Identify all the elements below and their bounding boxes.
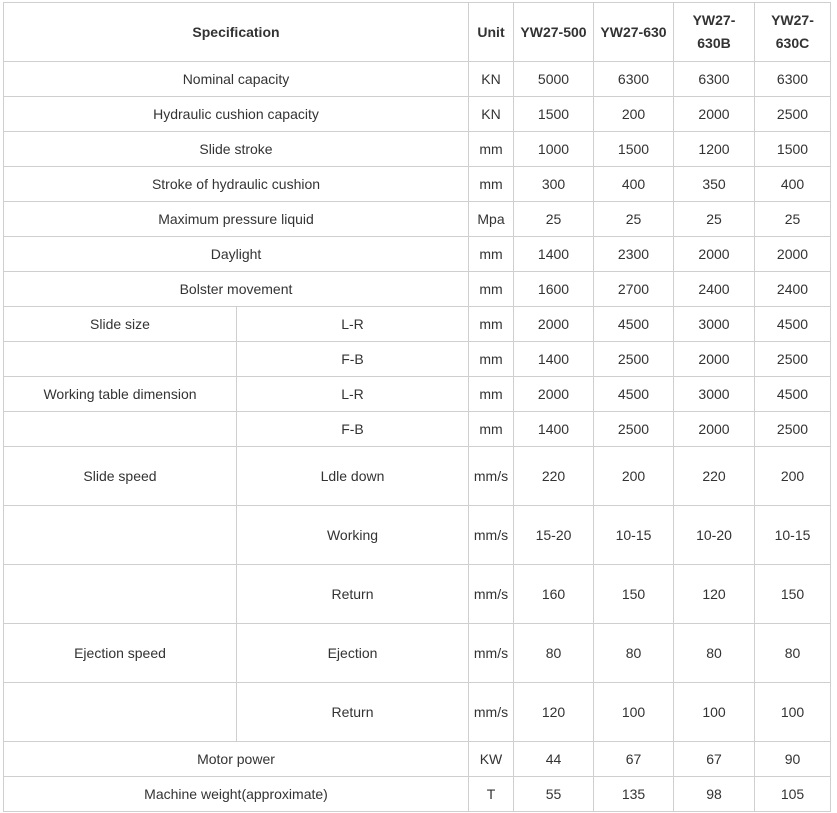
cell-value: 98 — [674, 777, 755, 812]
cell-value: 2500 — [594, 412, 674, 447]
cell-value: 67 — [674, 742, 755, 777]
header-unit: Unit — [469, 3, 514, 62]
table-row — [4, 412, 831, 447]
cell-value: 100 — [755, 683, 831, 742]
cell-value: 6300 — [594, 62, 674, 97]
cell-value: 55 — [514, 777, 594, 812]
cell-value: 4500 — [594, 307, 674, 342]
row-label: Bolster movement — [4, 272, 469, 307]
cell-value: 220 — [514, 447, 594, 506]
cell-value: 150 — [594, 565, 674, 624]
table-row — [4, 62, 831, 97]
cell-value: 1200 — [674, 132, 755, 167]
cell-value: 25 — [755, 202, 831, 237]
row-unit: mm/s — [469, 447, 514, 506]
table-row — [4, 167, 831, 202]
cell-value: 3000 — [674, 377, 755, 412]
row-unit: mm — [469, 237, 514, 272]
cell-value: 2000 — [674, 237, 755, 272]
row-unit: Mpa — [469, 202, 514, 237]
row-sublabel: F-B — [237, 342, 469, 377]
row-unit: T — [469, 777, 514, 812]
row-label: Slide speed — [4, 447, 237, 506]
cell-value: 200 — [594, 97, 674, 132]
row-unit: mm — [469, 132, 514, 167]
row-unit: KW — [469, 742, 514, 777]
row-sublabel: Working — [237, 506, 469, 565]
cell-value: 2000 — [674, 97, 755, 132]
cell-value: 1000 — [514, 132, 594, 167]
table-row — [4, 506, 831, 565]
cell-value: 2500 — [755, 342, 831, 377]
row-sublabel: Ldle down — [237, 447, 469, 506]
cell-value: 160 — [514, 565, 594, 624]
cell-value: 120 — [514, 683, 594, 742]
row-sublabel: Return — [237, 683, 469, 742]
table-row — [4, 97, 831, 132]
cell-value: 67 — [594, 742, 674, 777]
row-sublabel: L-R — [237, 377, 469, 412]
cell-value: 1400 — [514, 342, 594, 377]
table-row — [4, 447, 831, 506]
cell-value: 4500 — [594, 377, 674, 412]
header-model: YW27-630 — [594, 3, 674, 62]
cell-value: 2500 — [755, 412, 831, 447]
cell-value: 1600 — [514, 272, 594, 307]
row-label: Working table dimension — [4, 377, 237, 412]
row-unit: mm — [469, 412, 514, 447]
cell-value: 220 — [674, 447, 755, 506]
row-label: Stroke of hydraulic cushion — [4, 167, 469, 202]
table-row — [4, 565, 831, 624]
cell-value: 80 — [674, 624, 755, 683]
cell-value: 2000 — [674, 412, 755, 447]
cell-value: 135 — [594, 777, 674, 812]
cell-value: 10-15 — [755, 506, 831, 565]
row-unit: mm/s — [469, 565, 514, 624]
cell-value: 25 — [594, 202, 674, 237]
cell-value: 300 — [514, 167, 594, 202]
table-row — [4, 342, 831, 377]
row-label: Motor power — [4, 742, 469, 777]
header-row — [4, 3, 831, 62]
cell-value: 200 — [594, 447, 674, 506]
row-unit: mm — [469, 342, 514, 377]
row-label — [4, 683, 237, 742]
row-label — [4, 412, 237, 447]
cell-value: 200 — [755, 447, 831, 506]
row-unit: mm — [469, 377, 514, 412]
table-row — [4, 624, 831, 683]
row-label: Slide stroke — [4, 132, 469, 167]
row-label — [4, 342, 237, 377]
cell-value: 2500 — [594, 342, 674, 377]
cell-value: 2400 — [755, 272, 831, 307]
cell-value: 3000 — [674, 307, 755, 342]
table-row — [4, 742, 831, 777]
row-label: Machine weight(approximate) — [4, 777, 469, 812]
cell-value: 6300 — [674, 62, 755, 97]
table-row — [4, 132, 831, 167]
cell-value: 105 — [755, 777, 831, 812]
row-sublabel: L-R — [237, 307, 469, 342]
header-model: YW27-630B — [674, 3, 755, 62]
row-sublabel: Ejection — [237, 624, 469, 683]
cell-value: 400 — [594, 167, 674, 202]
cell-value: 2500 — [755, 97, 831, 132]
cell-value: 350 — [674, 167, 755, 202]
row-unit: KN — [469, 97, 514, 132]
table-row — [4, 272, 831, 307]
cell-value: 100 — [674, 683, 755, 742]
row-unit: mm — [469, 167, 514, 202]
cell-value: 44 — [514, 742, 594, 777]
row-label — [4, 565, 237, 624]
cell-value: 2400 — [674, 272, 755, 307]
cell-value: 1400 — [514, 412, 594, 447]
cell-value: 1500 — [594, 132, 674, 167]
cell-value: 2000 — [514, 377, 594, 412]
table-row — [4, 202, 831, 237]
cell-value: 80 — [514, 624, 594, 683]
cell-value: 120 — [674, 565, 755, 624]
cell-value: 100 — [594, 683, 674, 742]
row-label: Nominal capacity — [4, 62, 469, 97]
cell-value: 25 — [514, 202, 594, 237]
cell-value: 80 — [755, 624, 831, 683]
table-row — [4, 377, 831, 412]
cell-value: 4500 — [755, 307, 831, 342]
row-unit: mm/s — [469, 683, 514, 742]
row-unit: mm — [469, 272, 514, 307]
header-model: YW27-630C — [755, 3, 831, 62]
cell-value: 1400 — [514, 237, 594, 272]
row-unit: mm/s — [469, 506, 514, 565]
row-sublabel: F-B — [237, 412, 469, 447]
row-sublabel: Return — [237, 565, 469, 624]
table-row — [4, 237, 831, 272]
cell-value: 150 — [755, 565, 831, 624]
specification-table — [3, 2, 831, 812]
table-row — [4, 777, 831, 812]
row-label: Maximum pressure liquid — [4, 202, 469, 237]
cell-value: 2000 — [755, 237, 831, 272]
cell-value: 6300 — [755, 62, 831, 97]
cell-value: 2000 — [674, 342, 755, 377]
cell-value: 10-20 — [674, 506, 755, 565]
header-model: YW27-500 — [514, 3, 594, 62]
cell-value: 10-15 — [594, 506, 674, 565]
cell-value: 400 — [755, 167, 831, 202]
cell-value: 5000 — [514, 62, 594, 97]
row-unit: KN — [469, 62, 514, 97]
row-unit: mm — [469, 307, 514, 342]
header-specification: Specification — [4, 3, 469, 62]
row-unit: mm/s — [469, 624, 514, 683]
row-label: Hydraulic cushion capacity — [4, 97, 469, 132]
table-row — [4, 683, 831, 742]
cell-value: 2700 — [594, 272, 674, 307]
row-label: Ejection speed — [4, 624, 237, 683]
cell-value: 80 — [594, 624, 674, 683]
cell-value: 90 — [755, 742, 831, 777]
cell-value: 1500 — [514, 97, 594, 132]
cell-value: 2000 — [514, 307, 594, 342]
cell-value: 4500 — [755, 377, 831, 412]
table-row — [4, 307, 831, 342]
row-label: Slide size — [4, 307, 237, 342]
cell-value: 25 — [674, 202, 755, 237]
cell-value: 1500 — [755, 132, 831, 167]
row-label — [4, 506, 237, 565]
row-label: Daylight — [4, 237, 469, 272]
cell-value: 2300 — [594, 237, 674, 272]
cell-value: 15-20 — [514, 506, 594, 565]
